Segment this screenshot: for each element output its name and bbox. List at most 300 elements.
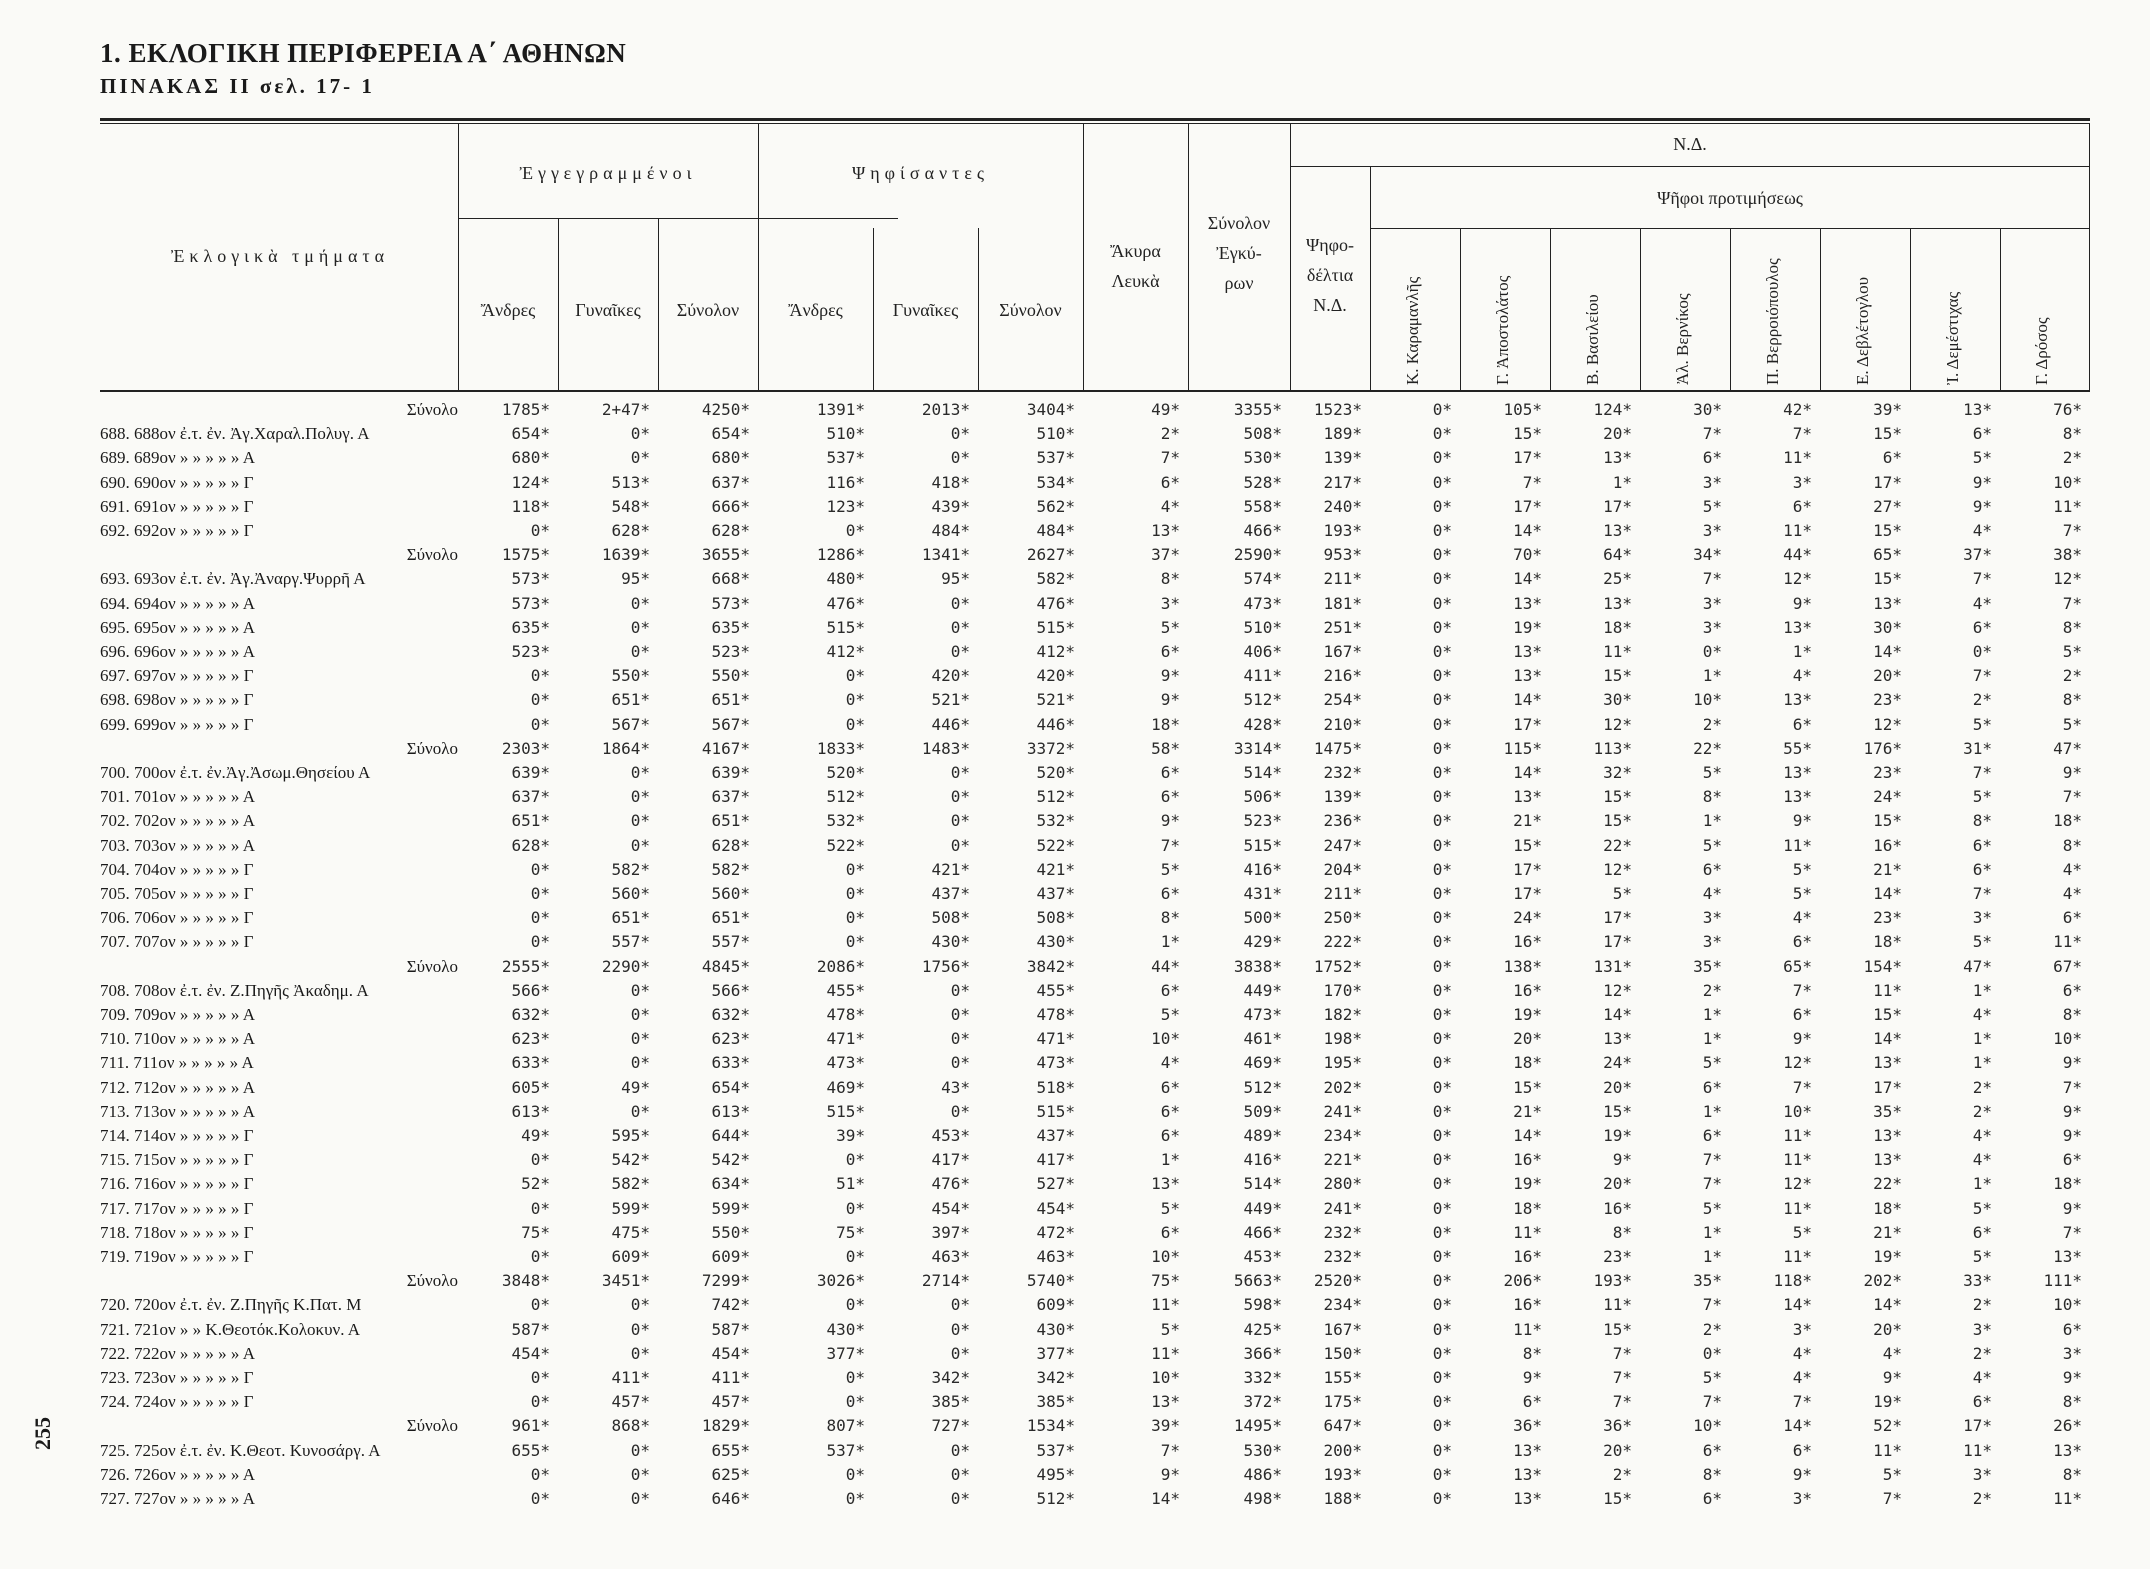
table-cell: 176* (1863, 738, 1902, 758)
table-cell: 0* (630, 1464, 650, 1484)
table-cell: 18* (1873, 932, 1902, 952)
table-cell: 13* (1151, 1392, 1180, 1412)
table-cell: 4* (2062, 859, 2082, 879)
table-cell: 2* (1702, 980, 1722, 1000)
table-cell: 0* (630, 1101, 650, 1121)
section-label: 718. 718ον » » » » » Γ (100, 1222, 254, 1242)
table-cell: 0* (1432, 448, 1452, 468)
table-cell: 11* (1783, 1150, 1812, 1170)
table-cell: 27* (1873, 496, 1902, 516)
table-cell: 2303* (501, 738, 550, 758)
table-cell: 6* (1160, 642, 1180, 661)
table-cell: 473* (1243, 593, 1282, 613)
table-cell: 0* (630, 1343, 650, 1363)
table-cell: 5* (1612, 884, 1632, 903)
table-cell: 234* (1323, 1126, 1362, 1145)
table-cell: 19* (1603, 1126, 1632, 1145)
table-cell: 12* (1603, 859, 1632, 879)
table-cell: 13* (1151, 1174, 1180, 1194)
table-cell: 3* (2062, 1343, 2082, 1363)
table-cell: 139* (1323, 448, 1362, 468)
table-cell: 15* (1513, 424, 1542, 444)
table-cell: 13* (1603, 593, 1632, 613)
table-cell: 0* (845, 1295, 865, 1315)
table-cell: 13* (1603, 448, 1632, 468)
table-cell: 14* (1603, 1005, 1632, 1024)
table-cell: 515* (1036, 1101, 1075, 1121)
table-cell: 189* (1323, 424, 1362, 444)
table-cell: 548* (611, 496, 650, 516)
table-cell: 8* (2062, 1464, 2082, 1484)
section-label: 710. 710ον » » » » » Α (100, 1029, 256, 1049)
table-cell: 3* (1702, 521, 1722, 540)
header-invalid (1083, 236, 1188, 296)
table-cell: 4* (1792, 1343, 1812, 1363)
table-cell: 4845* (701, 956, 750, 976)
table-cell: 0* (845, 1247, 865, 1266)
table-cell: 528* (1243, 472, 1282, 492)
table-cell: 0* (845, 1198, 865, 1218)
table-cell: 211* (1323, 569, 1362, 589)
header-preference-votes: Ψῆφοι προτιμήσεως (1657, 188, 1803, 208)
table-cell: 727* (931, 1416, 970, 1436)
table-cell: 513* (611, 472, 650, 492)
table-cell: 0* (1432, 617, 1452, 637)
table-cell: 437* (931, 884, 970, 903)
section-label: 711. 711ον » » » » » Α (100, 1053, 254, 1073)
table-row (100, 1221, 2090, 1244)
table-cell: 6* (1972, 424, 1992, 444)
table-cell: 115* (1503, 738, 1542, 758)
table-cell: 240* (1323, 496, 1362, 516)
table-cell: 26* (2053, 1416, 2082, 1436)
table-cell: 10* (1693, 1416, 1722, 1436)
table-cell: 24* (1513, 908, 1542, 928)
table-cell: 5* (1160, 617, 1180, 637)
table-cell: 0* (630, 1319, 650, 1339)
table-cell: 0* (950, 980, 970, 1000)
table-cell: 10* (2053, 1029, 2082, 1049)
table-cell: 10* (2053, 472, 2082, 492)
table-cell: 21* (1873, 1222, 1902, 1242)
table-cell: 510* (1036, 424, 1075, 444)
table-cell: 13* (1783, 763, 1812, 782)
table-cell: 13* (1873, 1150, 1902, 1170)
header-party-ballots-line3: Ν.Δ. (1313, 295, 1347, 315)
table-cell: 5* (1160, 1319, 1180, 1339)
table-cell: 463* (1036, 1247, 1075, 1266)
table-cell: 123* (826, 496, 865, 516)
table-cell: 5* (1972, 932, 1992, 952)
table-cell: 489* (1243, 1126, 1282, 1145)
table-cell: 195* (1323, 1053, 1362, 1073)
section-label: 723. 723ον » » » » » Γ (100, 1368, 254, 1387)
table-cell: 13* (2053, 1247, 2082, 1266)
table-cell: 17* (1963, 1416, 1992, 1436)
table-cell: 5* (1160, 1005, 1180, 1024)
table-cell: 473* (1036, 1053, 1075, 1073)
table-row (100, 471, 2090, 494)
table-cell: 35* (1693, 1271, 1722, 1291)
table-cell: 17* (1513, 496, 1542, 516)
table-cell: 13* (1873, 1053, 1902, 1073)
table-cell: 1* (1702, 666, 1722, 686)
table-cell: 0* (950, 1101, 970, 1121)
header-registered-men: Ἄνδρες (480, 300, 536, 320)
table-cell: 19* (1513, 1174, 1542, 1194)
table-cell: 5* (1972, 1198, 1992, 1218)
table-cell: 3* (1702, 593, 1722, 613)
table-cell: 11* (1151, 1295, 1180, 1315)
table-cell: 7* (2062, 593, 2082, 613)
col-rule (1820, 228, 1821, 390)
table-cell: 0* (1432, 496, 1452, 516)
table-cell: 7* (1882, 1489, 1902, 1508)
table-cell: 4167* (701, 738, 750, 758)
table-cell: 537* (826, 1440, 865, 1460)
table-cell: 5663* (1233, 1271, 1282, 1291)
header-voted: Ψηφίσαντες (851, 163, 990, 183)
table-cell: 13* (1873, 1126, 1902, 1145)
table-cell: 1534* (1026, 1416, 1075, 1436)
table-cell: 0* (950, 1005, 970, 1024)
col-rule (1910, 228, 1911, 390)
table-cell: 7299* (701, 1271, 750, 1291)
table-cell: 582* (711, 859, 750, 879)
header-voted-total: Σύνολον (999, 300, 1062, 320)
table-cell: 628* (711, 521, 750, 540)
table-cell: 521* (931, 690, 970, 710)
table-cell: 385* (1036, 1392, 1075, 1412)
table-cell: 193* (1593, 1271, 1632, 1291)
table-cell: 167* (1323, 642, 1362, 661)
table-cell: 523* (711, 642, 750, 661)
header-candidate: Ἀλ. Βερνίκος (1673, 293, 1692, 385)
table-cell: 17* (1603, 908, 1632, 928)
table-cell: 655* (711, 1440, 750, 1460)
table-cell: 2520* (1313, 1271, 1362, 1291)
table-cell: 15* (1873, 1005, 1902, 1024)
table-cell: 12* (2053, 569, 2082, 589)
table-cell: 11* (1783, 1198, 1812, 1218)
table-cell: 595* (611, 1126, 650, 1145)
section-label: 720. 720ον ἐ.τ. ἐν. Ζ.Πηγῆς Κ.Πατ. Μ (100, 1295, 362, 1315)
table-cell: 13* (1603, 1029, 1632, 1049)
table-cell: 0* (1432, 593, 1452, 613)
table-cell: 530* (1243, 448, 1282, 468)
section-label: 722. 722ον » » » » » Α (100, 1343, 256, 1363)
table-cell: 118* (511, 496, 550, 516)
table-cell: 527* (1036, 1174, 1075, 1194)
table-cell: 628* (711, 835, 750, 855)
table-cell: 0* (530, 1247, 550, 1266)
table-cell: 65* (1783, 956, 1812, 976)
table-cell: 508* (1036, 908, 1075, 928)
table-cell: 609* (711, 1247, 750, 1266)
table-cell: 43* (941, 1077, 970, 1097)
table-cell: 635* (511, 617, 550, 637)
table-cell: 15* (1603, 1489, 1632, 1508)
table-cell: 8* (1160, 569, 1180, 589)
table-cell: 250* (1323, 908, 1362, 928)
table-cell: 654* (711, 424, 750, 444)
table-cell: 3* (1972, 1319, 1992, 1339)
header-bottom-rule (100, 390, 2090, 392)
table-cell: 13* (1513, 593, 1542, 613)
table-cell: 430* (1036, 1319, 1075, 1339)
table-cell: 417* (1036, 1150, 1075, 1170)
table-cell: 534* (1036, 472, 1075, 492)
table-cell: 0* (630, 1489, 650, 1508)
table-cell: 0* (845, 1368, 865, 1387)
table-cell: 0* (950, 448, 970, 468)
table-cell: 0* (1432, 1101, 1452, 1121)
total-label: Σύνολο (406, 545, 458, 565)
table-cell: 12* (1873, 714, 1902, 734)
table-cell: 0* (1432, 1150, 1452, 1170)
table-cell: 44* (1151, 956, 1180, 976)
table-cell: 558* (1243, 496, 1282, 516)
table-cell: 6* (1792, 1005, 1812, 1024)
table-cell: 2627* (1026, 545, 1075, 565)
table-cell: 8* (1612, 1222, 1632, 1242)
table-cell: 211* (1323, 884, 1362, 903)
table-cell: 5* (1702, 1053, 1722, 1073)
table-cell: 537* (826, 448, 865, 468)
header-candidate: Κ. Καραμανλῆς (1403, 276, 1422, 385)
section-label: 702. 702ον » » » » » Α (100, 811, 256, 831)
table-cell: 11* (2053, 496, 2082, 516)
table-cell: 116* (826, 472, 865, 492)
table-cell: 6* (1702, 448, 1722, 468)
table-cell: 15* (1873, 521, 1902, 540)
table-cell: 11* (1783, 835, 1812, 855)
table-cell: 1475* (1313, 738, 1362, 758)
page-title: 1. ΕΚΛΟΓΙΚΗ ΠΕΡΙΦΕΡΕΙΑ Α΄ ΑΘΗΝΩΝ (100, 38, 627, 68)
table-cell: 19* (1513, 1005, 1542, 1024)
table-cell: 332* (1243, 1368, 1282, 1387)
table-cell: 11* (1783, 1126, 1812, 1145)
table-cell: 9* (1792, 811, 1812, 831)
table-cell: 0* (630, 593, 650, 613)
table-cell: 8* (1702, 1464, 1722, 1484)
section-label: 693. 693ον ἐ.τ. ἐν. Ἀγ.Ἀναργ.Ψυρρῆ Α (100, 569, 366, 589)
table-cell: 637* (511, 787, 550, 807)
table-cell: 647* (1323, 1416, 1362, 1436)
table-cell: 11* (1873, 1440, 1902, 1460)
table-cell: 0* (1432, 835, 1452, 855)
table-cell: 567* (711, 714, 750, 734)
table-cell: 2013* (921, 400, 970, 419)
table-cell: 510* (826, 424, 865, 444)
table-cell: 0* (1432, 1126, 1452, 1145)
table-cell: 18* (2053, 1174, 2082, 1194)
table-cell: 182* (1323, 1005, 1362, 1024)
table-cell: 11* (1783, 448, 1812, 468)
table-cell: 222* (1323, 932, 1362, 952)
total-label: Σύνολο (406, 1271, 458, 1291)
table-cell: 9* (2062, 1053, 2082, 1073)
table-cell: 0* (530, 908, 550, 928)
table-cell: 193* (1323, 521, 1362, 540)
table-cell: 36* (1603, 1416, 1632, 1436)
table-cell: 7* (1792, 980, 1812, 1000)
table-cell: 637* (711, 787, 750, 807)
table-cell: 15* (1513, 835, 1542, 855)
table-cell: 105* (1503, 400, 1542, 419)
table-cell: 17* (1513, 884, 1542, 903)
table-cell: 6* (1160, 1101, 1180, 1121)
header-sections: Ἐκλογικὰ τμήματα (170, 246, 390, 266)
table-cell: 17* (1873, 1077, 1902, 1097)
table-cell: 4* (1972, 1005, 1992, 1024)
table-cell: 12* (1783, 569, 1812, 589)
table-cell: 18* (1603, 617, 1632, 637)
table-cell: 14* (1783, 1416, 1812, 1436)
table-cell: 170* (1323, 980, 1362, 1000)
table-row (100, 1124, 2090, 1147)
table-cell: 609* (1036, 1295, 1075, 1315)
table-cell: 3* (1702, 472, 1722, 492)
table-cell: 14* (1513, 690, 1542, 710)
table-cell: 0* (845, 1392, 865, 1412)
section-label: 709. 709ον » » » » » Α (100, 1005, 256, 1024)
table-cell: 3* (1792, 472, 1812, 492)
table-cell: 14* (1873, 1029, 1902, 1049)
table-cell: 7* (1702, 1150, 1722, 1170)
table-cell: 2590* (1233, 545, 1282, 565)
table-row (100, 1245, 2090, 1268)
table-cell: 210* (1323, 714, 1362, 734)
table-cell: 9* (1792, 1464, 1812, 1484)
table-cell: 5* (2062, 642, 2082, 661)
table-cell: 15* (1873, 424, 1902, 444)
table-cell: 0* (530, 666, 550, 686)
table-cell: 0* (1432, 1464, 1452, 1484)
table-cell: 515* (826, 617, 865, 637)
table-cell: 4* (1792, 908, 1812, 928)
table-cell: 21* (1513, 811, 1542, 831)
table-cell: 0* (1432, 1295, 1452, 1315)
table-cell: 455* (826, 980, 865, 1000)
table-cell: 9* (2062, 1126, 2082, 1145)
table-cell: 582* (1036, 569, 1075, 589)
table-cell: 518* (1036, 1077, 1075, 1097)
header-candidate: Ε. Δεβλέτογλου (1853, 276, 1872, 385)
table-cell: 1483* (921, 738, 970, 758)
table-cell: 0* (530, 932, 550, 952)
table-cell: 9* (1972, 496, 1992, 516)
table-row (100, 1051, 2090, 1074)
table-cell: 0* (950, 593, 970, 613)
section-label: 708. 708ον ἐ.τ. ἐν. Ζ.Πηγῆς Ἀκαδημ. Α (100, 980, 369, 1000)
table-cell: 202* (1863, 1271, 1902, 1291)
table-cell: 0* (630, 1295, 650, 1315)
table-cell: 377* (826, 1343, 865, 1363)
table-cell: 2+47* (601, 400, 650, 419)
table-cell: 0* (1702, 1343, 1722, 1363)
table-cell: 7* (1522, 472, 1542, 492)
party-rule (1290, 166, 2090, 167)
table-cell: 509* (1243, 1101, 1282, 1121)
table-cell: 412* (826, 642, 865, 661)
table-cell: 11* (1783, 1247, 1812, 1266)
table-cell: 453* (1243, 1247, 1282, 1266)
table-cell: 0* (1432, 1368, 1452, 1387)
table-cell: 67* (2053, 956, 2082, 976)
table-cell: 613* (711, 1101, 750, 1121)
table-row (100, 1100, 2090, 1123)
table-cell: 537* (1036, 1440, 1075, 1460)
table-cell: 7* (2062, 1077, 2082, 1097)
table-cell: 372* (1243, 1392, 1282, 1412)
table-cell: 475* (611, 1222, 650, 1242)
table-cell: 8* (1160, 908, 1180, 928)
table-cell: 446* (1036, 714, 1075, 734)
table-row (100, 1366, 2090, 1389)
table-cell: 455* (1036, 980, 1075, 1000)
table-cell: 1575* (501, 545, 550, 565)
table-row (100, 713, 2090, 736)
table-cell: 0* (1432, 884, 1452, 903)
table-row (100, 1293, 2090, 1316)
table-cell: 47* (2053, 738, 2082, 758)
table-cell: 17* (1513, 448, 1542, 468)
table-cell: 512* (1036, 1489, 1075, 1508)
table-cell: 454* (511, 1343, 550, 1363)
table-cell: 14* (1151, 1489, 1180, 1508)
table-total-row (100, 1269, 2090, 1292)
table-cell: 0* (950, 1489, 970, 1508)
table-cell: 7* (1160, 448, 1180, 468)
table-cell: 412* (1036, 642, 1075, 661)
table-cell: 0* (530, 1489, 550, 1508)
table-cell: 0* (845, 859, 865, 879)
table-cell: 202* (1323, 1077, 1362, 1097)
table-cell: 15* (1513, 1077, 1542, 1097)
table-cell: 12* (1603, 714, 1632, 734)
table-cell: 1523* (1313, 400, 1362, 419)
table-cell: 0* (950, 1319, 970, 1339)
table-cell: 542* (611, 1150, 650, 1170)
table-cell: 454* (1036, 1198, 1075, 1218)
table-cell: 742* (711, 1295, 750, 1315)
table-row (100, 809, 2090, 832)
table-cell: 0* (950, 835, 970, 855)
table-cell: 0* (1432, 400, 1452, 419)
table-cell: 609* (611, 1247, 650, 1266)
table-cell: 2* (1160, 424, 1180, 444)
table-cell: 10* (1151, 1029, 1180, 1049)
table-cell: 0* (530, 521, 550, 540)
table-cell: 70* (1513, 545, 1542, 565)
section-label: 700. 700ον ἐ.τ. ἐν.Ἀγ.Ἀσωμ.Θησείου Α (100, 763, 371, 782)
table-cell: 35* (1693, 956, 1722, 976)
table-cell: 680* (511, 448, 550, 468)
table-cell: 0* (950, 811, 970, 831)
table-row (100, 616, 2090, 639)
table-cell: 0* (950, 1029, 970, 1049)
table-cell: 0* (1432, 642, 1452, 661)
section-label: 707. 707ον » » » » » Γ (100, 932, 254, 952)
header-candidate: Γ. Ἀποστολάτος (1493, 275, 1512, 385)
table-cell: 0* (845, 908, 865, 928)
section-label: 727. 727ον » » » » » Α (100, 1489, 256, 1508)
table-cell: 18* (1513, 1053, 1542, 1073)
table-cell: 454* (931, 1198, 970, 1218)
table-cell: 30* (1603, 690, 1632, 710)
section-label: 701. 701ον » » » » » Α (100, 787, 256, 807)
